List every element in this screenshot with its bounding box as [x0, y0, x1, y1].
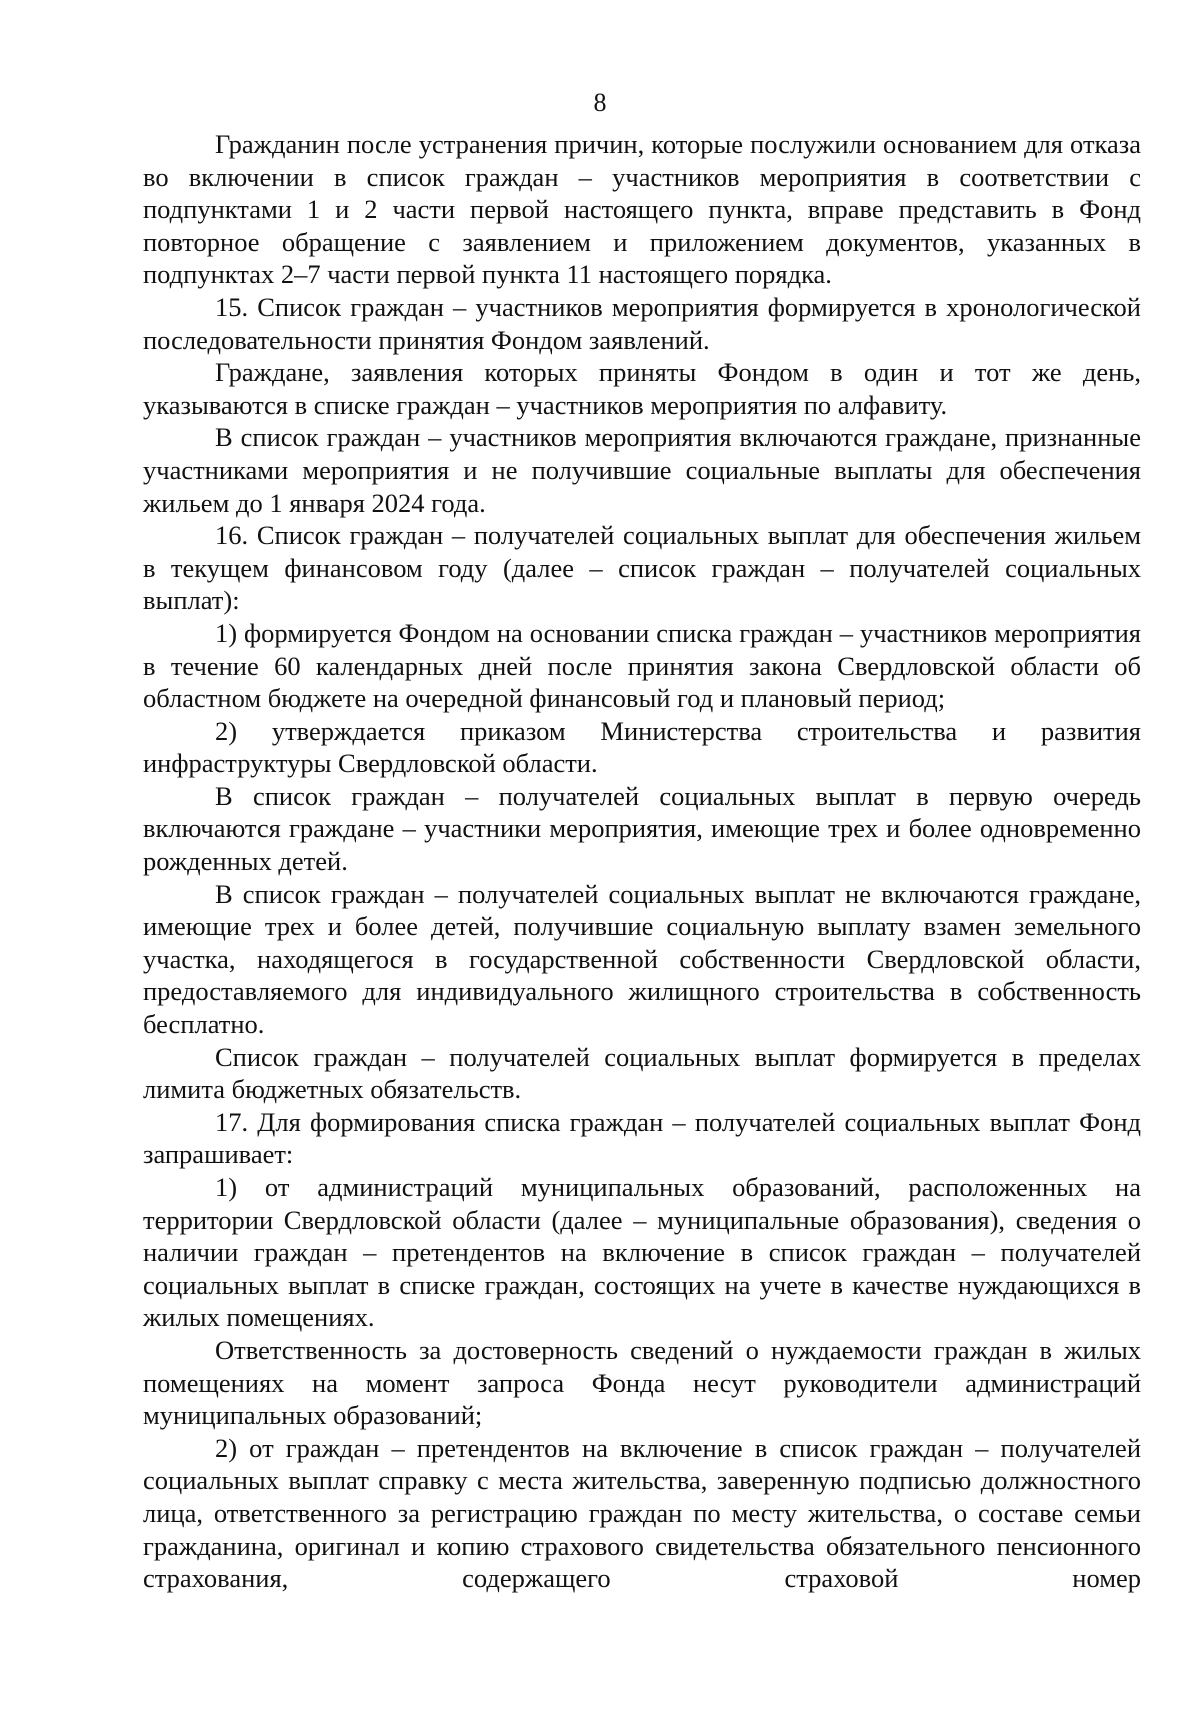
paragraph-not-included: В список граждан – получателей социальных выплат не включаются граждане, имеющие трех и более детей, получившие социальную выплату взамен земельного участка, находящегося в государственной собственности Свердловской области, предоставляемого для индивидуального жилищного строительства в собственность бесплатно.	[143, 878, 1141, 1040]
document-body	[143, 128, 1141, 1595]
paragraph-budget-limit: Список граждан – получателей социальных выплат формируется в пределах лимита бюджетных обязательств.	[143, 1041, 1141, 1105]
page-number: 8	[593, 88, 607, 117]
paragraph-responsibility: Ответственность за достоверность сведений о нуждаемости граждан в жилых помещениях на момент запроса Фонда несут руководители администраций муниципальных образований;	[143, 1334, 1141, 1431]
paragraph-same-day-order: Граждане, заявления которых приняты Фондом в один и тот же день, указываются в списке граждан – участников мероприятия по алфавиту.	[143, 357, 1141, 420]
paragraph-item-16: 16. Список граждан – получателей социальных выплат для обеспечения жильем в текущем финансовом году (далее – список граждан – получателей социальных выплат):	[143, 520, 1141, 616]
paragraph-included-participants: В список граждан – участников мероприятия включаются граждане, признанные участниками мероприятия и не получившие социальные выплаты для обеспечения жильем до 1 января 2024 года.	[143, 422, 1141, 518]
paragraph-item-17-sub-2: 2) от граждан – претендентов на включение в список граждан – получателей социальных выплат справку с места жительства, заверенную подписью должностного лица, ответственного за регистрацию граждан по месту жительства, о составе семьи гражданина, оригинал и копию страхового свидетельства обязательного пенсионного страхования, содержащего страховой номер	[143, 1432, 1141, 1594]
paragraph-priority: В список граждан – получателей социальных выплат в первую очередь включаются граждане – участники мероприятия, имеющие трех и более одновременно рожденных детей.	[143, 780, 1141, 877]
paragraph-item-15: 15. Список граждан – участников мероприятия формируется в хронологической последовательности принятия Фондом заявлений.	[143, 291, 1141, 355]
paragraph-item-16-sub-2: 2) утверждается приказом Министерства строительства и развития инфраструктуры Свердловской области.	[143, 715, 1141, 779]
paragraph-item-16-sub-1: 1) формируется Фондом на основании списка граждан – участников мероприятия в течение 60 календарных дней после принятия закона Свердловской области об областном бюджете на очередной финансовый год и плановый период;	[143, 617, 1141, 714]
paragraph-item-17-sub-1: 1) от администраций муниципальных образований, расположенных на территории Свердловской области (далее – муниципальные образования), сведения о наличии граждан – претендентов на включение в список граждан – получателей социальных выплат в списке граждан, состоящих на учете в качестве нуждающихся в жилых помещениях.	[143, 1172, 1141, 1333]
paragraph-reapply: Гражданин после устранения причин, которые послужили основанием для отказа во включении в список граждан – участников мероприятия в соответствии с подпунктами 1 и 2 части первой настоящего пункта, вправе представить в Фонд повторное обращение с заявлением и приложением документов, указанных в подпунктах 2–7 части первой пункта 11 настоящего порядка.	[143, 129, 1141, 290]
paragraph-item-17: 17. Для формирования списка граждан – получателей социальных выплат Фонд запрашивает:	[143, 1106, 1141, 1170]
